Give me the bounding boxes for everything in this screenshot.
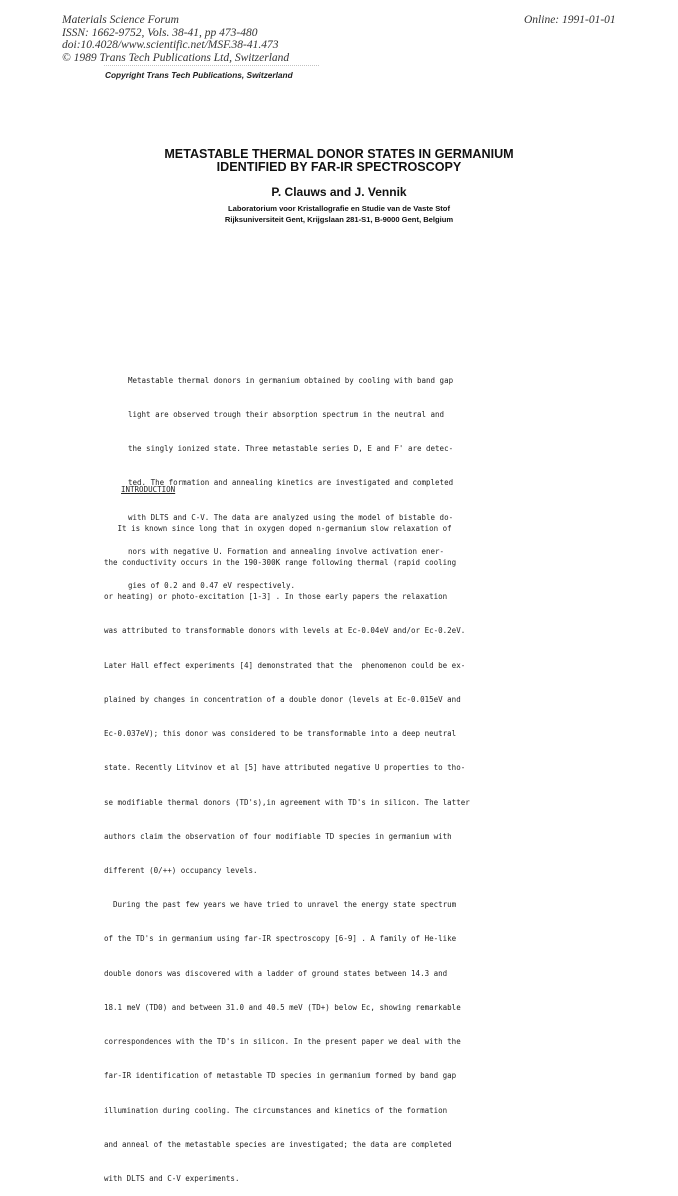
abstract-line: with DLTS and C-V. The data are analyzed using the model of bistable do- xyxy=(128,512,454,522)
title-line-1: METASTABLE THERMAL DONOR STATES IN GERMANIUM xyxy=(164,147,514,161)
body-line: double donors was discovered with a ladder of ground states between 14.3 and xyxy=(104,968,448,978)
online-date: Online: 1991-01-01 xyxy=(524,14,616,26)
body-line: different (0/++) occupancy levels. xyxy=(104,866,258,875)
body-line: illumination during cooling. The circumstances and kinetics of the formation xyxy=(104,1105,448,1115)
body-line: It is known since long that in oxygen doped n-germanium slow relaxation of xyxy=(104,523,452,533)
body-line: was attributed to transformable donors with levels at Ec-0.04eV and/or Ec-0.2eV. xyxy=(104,626,466,636)
abstract-line: the singly ionized state. Three metastable series D, E and F' are detec- xyxy=(128,444,454,454)
body-line: state. Recently Litvinov et al [5] have attributed negative U properties to tho- xyxy=(104,763,466,773)
abstract-line: nors with negative U. Formation and annealing involve activation ener- xyxy=(128,546,445,556)
paper-title xyxy=(100,148,578,174)
body-line: of the TD's in germanium using far-IR spectroscopy [6-9] . A family of He-like xyxy=(104,934,457,944)
publisher-copyright: Copyright Trans Tech Publications, Switzerland xyxy=(105,70,293,80)
abstract-line: light are observed trough their absorption spectrum in the neutral and xyxy=(128,410,445,420)
body-line: se modifiable thermal donors (TD's),in agreement with TD's in silicon. The latter xyxy=(104,797,470,807)
body-line: Ec-0.037eV); this donor was considered to be transformable into a deep neutral xyxy=(104,729,457,739)
article-metadata xyxy=(62,14,289,64)
section-heading-introduction: INTRODUCTION xyxy=(121,485,176,494)
body-line: 18.1 meV (TD0) and between 31.0 and 40.5 meV (TD+) below Ec, showing remarkable xyxy=(104,1002,461,1012)
affiliation-line-2: Rijksuniversiteit Gent, Krijgslaan 281-S1, B-9000 Gent, Belgium xyxy=(224,215,454,224)
body-line: authors claim the observation of four modifiable TD species in germanium with xyxy=(104,831,452,841)
faded-header-remnant xyxy=(104,65,319,69)
affiliation-line-1: Laboratorium voor Kristallografie en Studie van de Vaste Stof xyxy=(228,204,450,213)
paper-authors: P. Clauws and J. Vennik xyxy=(271,185,407,199)
doi-line: doi:10.4028/www.scientific.net/MSF.38-41.473 xyxy=(62,39,279,51)
body-line: plained by changes in concentration of a double donor (levels at Ec-0.015eV and xyxy=(104,694,461,704)
body-line: During the past few years we have tried to unravel the energy state spectrum xyxy=(104,900,457,910)
abstract-line: ted. The formation and annealing kinetics are investigated and completed xyxy=(128,478,454,488)
abstract-line: gies of 0.2 and 0.47 eV respectively. xyxy=(128,581,296,591)
issn-line: ISSN: 1662-9752, Vols. 38-41, pp 473-480 xyxy=(62,26,258,39)
journal-name: Materials Science Forum xyxy=(62,14,179,26)
introduction-body xyxy=(104,500,470,1196)
abstract-line: Metastable thermal donors in germanium obtained by cooling with band gap xyxy=(128,375,454,385)
title-line-2: IDENTIFIED BY FAR-IR SPECTROSCOPY xyxy=(216,160,462,174)
body-line: Later Hall effect experiments [4] demonstrated that the phenomenon could be ex- xyxy=(104,660,466,670)
body-line: with DLTS and C-V experiments. xyxy=(104,1173,240,1183)
copyright-line: © 1989 Trans Tech Publications Ltd, Switzerland xyxy=(62,51,290,64)
body-line: the conductivity occurs in the 190-300K range following thermal (rapid cooling xyxy=(104,558,457,568)
body-line: far-IR identification of metastable TD species in germanium formed by band gap xyxy=(104,1071,457,1081)
body-line: and anneal of the metastable species are investigated; the data are completed xyxy=(104,1139,452,1149)
body-line: or heating) or photo-excitation [1-3] . In those early papers the relaxation xyxy=(104,592,448,602)
body-line: correspondences with the TD's in silicon. In the present paper we deal with the xyxy=(104,1037,461,1047)
paper-affiliation xyxy=(100,203,578,225)
